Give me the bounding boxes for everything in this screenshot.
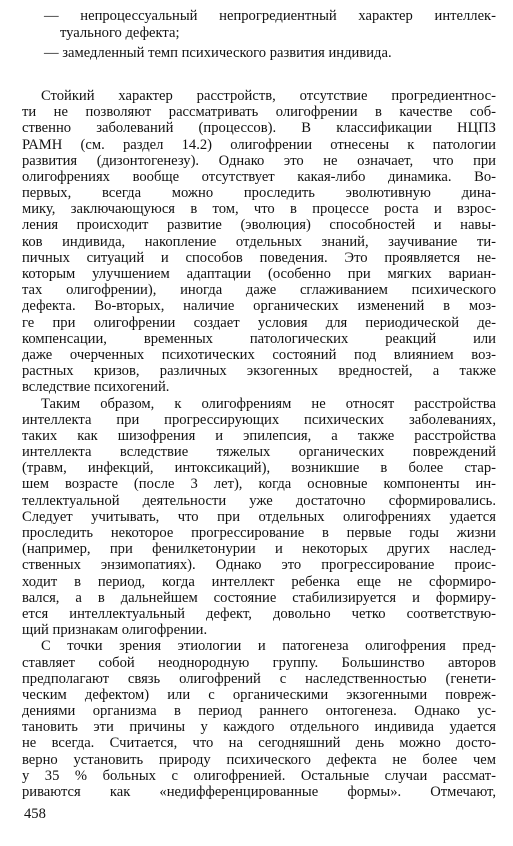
text-line: ственно заболеваний (процессов). В классификации НЦПЗ xyxy=(22,120,496,136)
text-line: РАМН (см. раздел 14.2) олигофрении отнесены к патологии xyxy=(22,137,496,153)
bullet-item-line: туального дефекта; xyxy=(60,25,180,41)
text-line: ется интеллектуальный дефект, довольно четко соответствую- xyxy=(22,606,496,622)
text-line: ходит в период, когда интеллект ребенка еще не сформиро- xyxy=(22,574,496,590)
text-line: щий признакам олигофрении. xyxy=(22,622,208,638)
text-line: ти не позволяют рассматривать олигофрении в качестве соб- xyxy=(22,104,496,120)
text-line: тановить эти причины у каждого отдельного индивида удается xyxy=(22,719,496,735)
text-line: не всегда. Считается, что на сегодняшний день можно досто- xyxy=(22,735,496,751)
text-line: предполагают связь олигофрений с наследственностью (генети- xyxy=(22,671,496,687)
bullet-item-line: — непроцессуальный непрогредиентный характер интеллек- xyxy=(44,8,496,24)
text-line: вследствие психогений. xyxy=(22,379,170,395)
text-line: первых, всегда можно проследить эволютивную дина- xyxy=(22,185,496,201)
text-line: ственных энзимопатиях). Однако это прогрессирование проис- xyxy=(22,557,496,573)
text-line: развития (дизонтогенезу). Однако это не означает, что при xyxy=(22,153,496,169)
text-line: у 35 % больных с олигофренией. Остальные случаи рассмат- xyxy=(22,768,496,784)
text-line: интеллекта при прогрессирующих психических заболеваниях, xyxy=(22,412,496,428)
text-line: ге при олигофрении создает условия для периодической де- xyxy=(22,315,496,331)
text-line: Стойкий характер расстройств, отсутствие прогредиентнос- xyxy=(41,88,496,104)
text-line: даже очерченных психотических состояний под влиянием воз- xyxy=(22,347,496,363)
text-line: тах олигофрении), иногда даже сглаживанием психического xyxy=(22,282,496,298)
text-line: растных кризов, различных экзогенных вредностей, а также xyxy=(22,363,496,379)
text-line: вался, а в дальнейшем состояние стабилизируется и формиру- xyxy=(22,590,496,606)
text-line: дефекта. Во-вторых, наличие органических изменений в моз- xyxy=(22,298,496,314)
bullet-item-line: — замедленный темп психического развития индивида. xyxy=(44,45,392,61)
text-line: мику, заключающуюся в том, что в процессе роста и взрос- xyxy=(22,201,496,217)
text-line: пичных ситуаций и способов поведения. Это проявляется не- xyxy=(22,250,496,266)
text-line: С точки зрения этиологии и патогенеза олигофрения пред- xyxy=(41,638,496,654)
text-line: таких как шизофрения и эпилепсия, а также расстройства xyxy=(22,428,496,444)
text-line: Следует учитывать, что при отдельных олигофрениях удается xyxy=(22,509,496,525)
text-line: ления происходит развитие (эволюция) способностей и навы- xyxy=(22,217,496,233)
text-line: теллектуальной деятельности уже достаточно сформировались. xyxy=(22,493,496,509)
text-line: олигофрениях вообще отсутствует какая-либо динамика. Во- xyxy=(22,169,496,185)
text-line: риваются как «недифференцированные формы». Отмечают, xyxy=(22,784,496,800)
text-line: компенсации, временных патологических реакций или xyxy=(22,331,496,347)
text-line: шем возрасте (после 3 лет), когда основные компоненты ин- xyxy=(22,476,496,492)
text-line: (например, при фенилкетонурии и некоторых других наслед- xyxy=(22,541,496,557)
text-line: ставляет собой неоднородную группу. Большинство авторов xyxy=(22,655,496,671)
text-line: верно установить природу психического дефекта не более чем xyxy=(22,752,496,768)
text-line: (травм, инфекций, интоксикаций), возникшие в более стар- xyxy=(22,460,496,476)
text-line: дениями организма в период раннего онтогенеза. Однако ус- xyxy=(22,703,496,719)
text-line: Таким образом, к олигофрениям не относят расстройства xyxy=(41,396,496,412)
text-line: которым улучшением адаптации (особенно при мягких вариан- xyxy=(22,266,496,282)
text-line: ческим дефектом) или с органическими экзогенными повреж- xyxy=(22,687,496,703)
text-line: проследить некоторое прогрессирование в первые годы жизни xyxy=(22,525,496,541)
page-number: 458 xyxy=(24,806,46,822)
text-line: интеллекта вследствие тяжелых органических повреждений xyxy=(22,444,496,460)
text-line: ков индивида, накопление отдельных знаний, заучивание ти- xyxy=(22,234,496,250)
